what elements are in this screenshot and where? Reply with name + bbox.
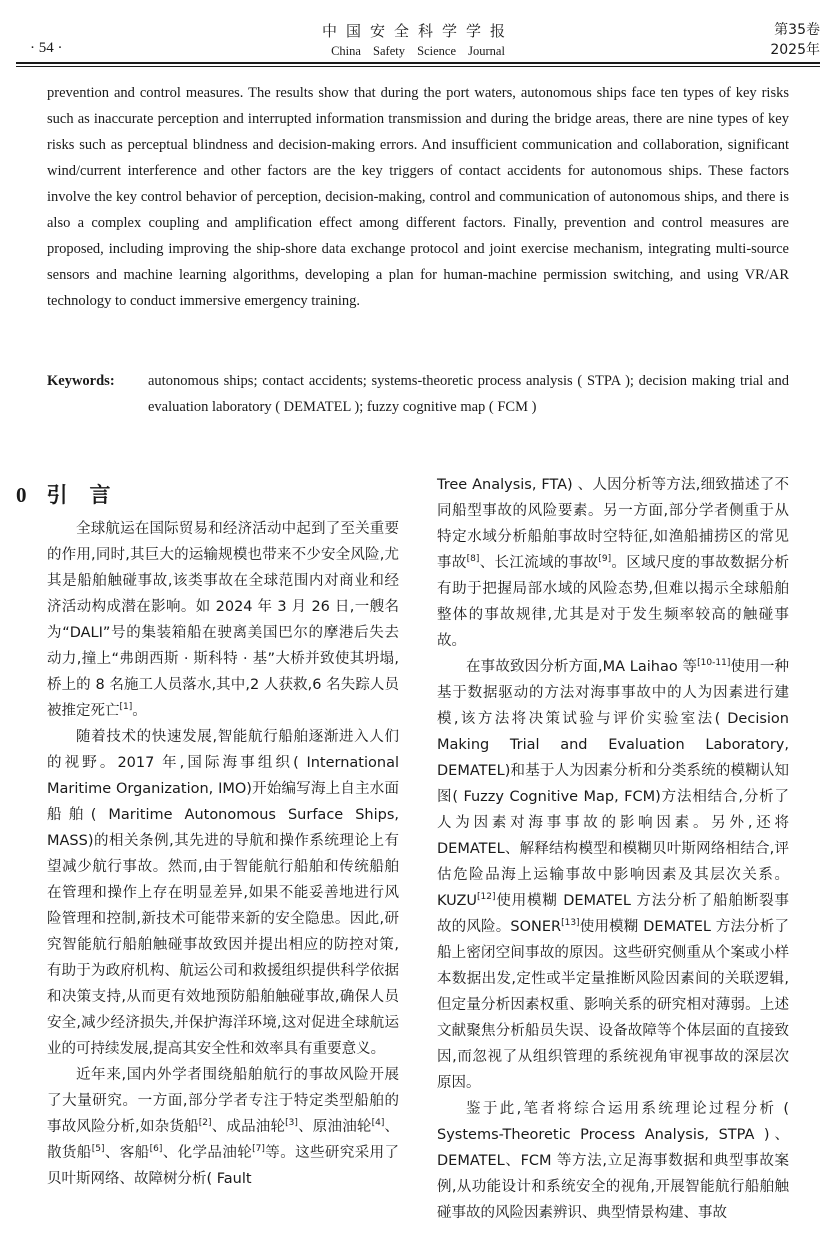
journal-title-en: China Safety Science Journal (331, 44, 505, 58)
paragraph-text: 。区域尺度的事故数据分析有助于把握局部水域的风险态势,但难以揭示全球船舶整体的事故规律,尤其是对于发生频率较高的触碰事故。 (437, 555, 790, 649)
header-rule (16, 62, 820, 67)
header-rule-thick (16, 62, 820, 64)
citation[interactable]: [12] (477, 892, 496, 903)
body-column-right (437, 472, 789, 1226)
citation[interactable]: [4] (371, 1118, 385, 1129)
keywords-block (47, 368, 789, 420)
keywords-label: Keywords: (47, 373, 115, 389)
paragraph-technology: 随着技术的快速发展,智能航行船舶逐渐进入人们的视野。2017 年,国际海事组织( International Maritime Organization, IMO)开始编写海上自主水面船舶( Maritime Autonomous Surface Ships, MASS)的相关条例,其先进的导航和操作系统理论上有望减少航行事故。然而,由于智能航行船舶和传统船舶在管理和操作上存在明显差异,如果不能妥善地进行风险管理和控制,新技术可能带来新的安全隐患。因此,研究智能航行船舶触碰事故致因并提出相应的防控对策,有助于为政府机构、航运公司和救援组织提供科学依据和决策支持,从而更有效地预防船舶触碰事故,确保人员安全,减少经济损失,并保护海洋环境,这对促进全球航运业的可持续发展,提高其安全性和效率具有重要意义。 (47, 729, 399, 1057)
abstract-continuation (47, 80, 789, 314)
paragraph-intro (47, 516, 399, 724)
journal-title-cn: 中国安全科学学报 (321, 22, 514, 40)
paragraph-text: 在事故致因分析方面,MA Laihao 等 (466, 659, 698, 675)
paragraph-research (47, 1062, 399, 1192)
header-rule-thin (16, 66, 820, 67)
journal-title (16, 20, 820, 59)
volume-info (770, 20, 820, 60)
paragraph-text: 全球航运在国际贸易和经济活动中起到了至关重要的作用,同时,其巨大的运输规模也带来不少安全风险,尤其是船舶触碰事故,该类事故在全球范围内对商业和经济活动构成潜在影响。如 2024 年 3 月 26 日,一艘名为“DALI”号的集装箱船在驶离美国巴尔的摩港后失去动力,撞上“弗朗西斯 · 斯科特 · 基”大桥并致使其坍塌,桥上的 8 名施工人员落水,其中,2 人获救,6 名失踪人员被推定死亡 (47, 521, 399, 719)
paragraph-text: 使用一种基于数据驱动的方法对海事事故中的人为因素进行建模,该方法将决策试验与评价实验室法( Decision Making Trial and Evaluation Laboratory, DEMATEL)和基于人为因素分析和分类系统的模糊认知图( Fuzzy Cognitive Map, FCM)方法相结合,分析了人为因素对海事事故的影响因素。另外,还将 DEMATEL、解释结构模型和模糊贝叶斯网络相结合,评估危险品海上运输事故中影响因素及其层次关系。KUZU (437, 659, 789, 909)
section-heading (16, 480, 399, 510)
citation[interactable]: [9] (598, 554, 612, 565)
paragraph-text: 、散货船 (47, 1119, 400, 1161)
section-number: 0 (16, 483, 27, 507)
paragraph-text: Tree Analysis, FTA) 、人因分析等方法,细致描述了不同船型事故的风险要素。另一方面,部分学者侧重于从特定水域分析船舶事故时空特征,如渔船捕捞区的常见事故 (437, 477, 789, 571)
citation[interactable]: [8] (466, 554, 480, 565)
citation[interactable]: [7] (252, 1144, 265, 1155)
paragraph-research-cont (437, 472, 789, 654)
paragraph-text: 等。这些研究采用了贝叶斯网络、故障树分析( Fault (47, 1145, 400, 1187)
citation[interactable]: [1] (119, 702, 133, 713)
section-title: 引言 (46, 483, 133, 507)
paragraph-text: 使用模糊 DEMATEL 方法分析了船上密闭空间事故的原因。这些研究侧重从个案或小样本数据出发,定性或半定量推断风险因素间的关联逻辑,但定量分析因素权重、影响关系的研究相对薄弱。上述文献聚焦分析船员失误、设备故障等个体层面的直接致因,而忽视了从组织管理的系统视角审视事故的深层次原因。 (437, 919, 789, 1091)
running-header (16, 18, 820, 62)
citation[interactable]: [3] (285, 1118, 298, 1129)
citation[interactable]: [2] (198, 1118, 212, 1129)
page-number: · 54 · (30, 40, 63, 56)
paragraph-causation (437, 654, 789, 1096)
citation[interactable]: [5] (91, 1144, 105, 1155)
paragraph-text: 、客船 (104, 1145, 150, 1161)
paragraph-text: 。 (132, 703, 147, 719)
citation[interactable]: [13] (561, 918, 580, 929)
paragraph-approach: 鉴于此,笔者将综合运用系统理论过程分析 ( Systems-Theoretic Process Analysis, STPA )、DEMATEL、FCM 等方法,立足海事数据和典型事故案例,从功能设计和系统安全的视角,开展智能航行船舶触碰事故的风险因素辨识、典型情景构建、事故 (437, 1101, 789, 1221)
paragraph-text: 、化学品油轮 (162, 1145, 253, 1161)
citation[interactable]: [10-11] (697, 658, 731, 669)
abstract-text: prevention and control measures. The results show that during the port waters, autonomous ships face ten types of key risks such as inaccurate perception and interrupted information transmission and during the bridge areas, there are nine types of key risks such as perceptual blindness and decision-making errors. And insufficient communication and collaboration, significant wind/current interference and other factors are the key triggers of contact accidents for autonomous ships. These factors involve the key control behavior of perception, decision-making, control and communication of autonomous ships, and there is also a complex coupling and amplification effect among different factors. Finally, prevention and control measures are proposed, including improving the ship-shore data exchange protocol and joint exercise mechanism, integrating multi-source sensors and machine learning algorithms, developing a plan for human-machine permission switching, and using VR/AR technology to conduct immersive emergency training. (47, 85, 789, 309)
paragraph-text: 近年来,国内外学者围绕船舶航行的事故风险开展了大量研究。一方面,部分学者专注于特定类型船舶的事故风险分析,如杂货船 (47, 1067, 399, 1135)
body-column-left (16, 480, 400, 1192)
paragraph-text: 、长江流域的事故 (479, 555, 599, 571)
paragraph-text: 、成品油轮 (211, 1119, 286, 1135)
paragraph-text: 使用模糊 DEMATEL 方法分析了船舶断裂事故的风险。SONER (437, 893, 789, 935)
publication-year: 2025年 (770, 42, 820, 58)
citation[interactable]: [6] (149, 1144, 163, 1155)
volume-number: 第35卷 (774, 22, 820, 38)
keywords-list: autonomous ships; contact accidents; systems-theoretic process analysis ( STPA ); decision making trial and evaluation laboratory ( DEMATEL ); fuzzy cognitive map ( FCM ) (148, 373, 789, 415)
paragraph-text: 、原油油轮 (297, 1119, 372, 1135)
